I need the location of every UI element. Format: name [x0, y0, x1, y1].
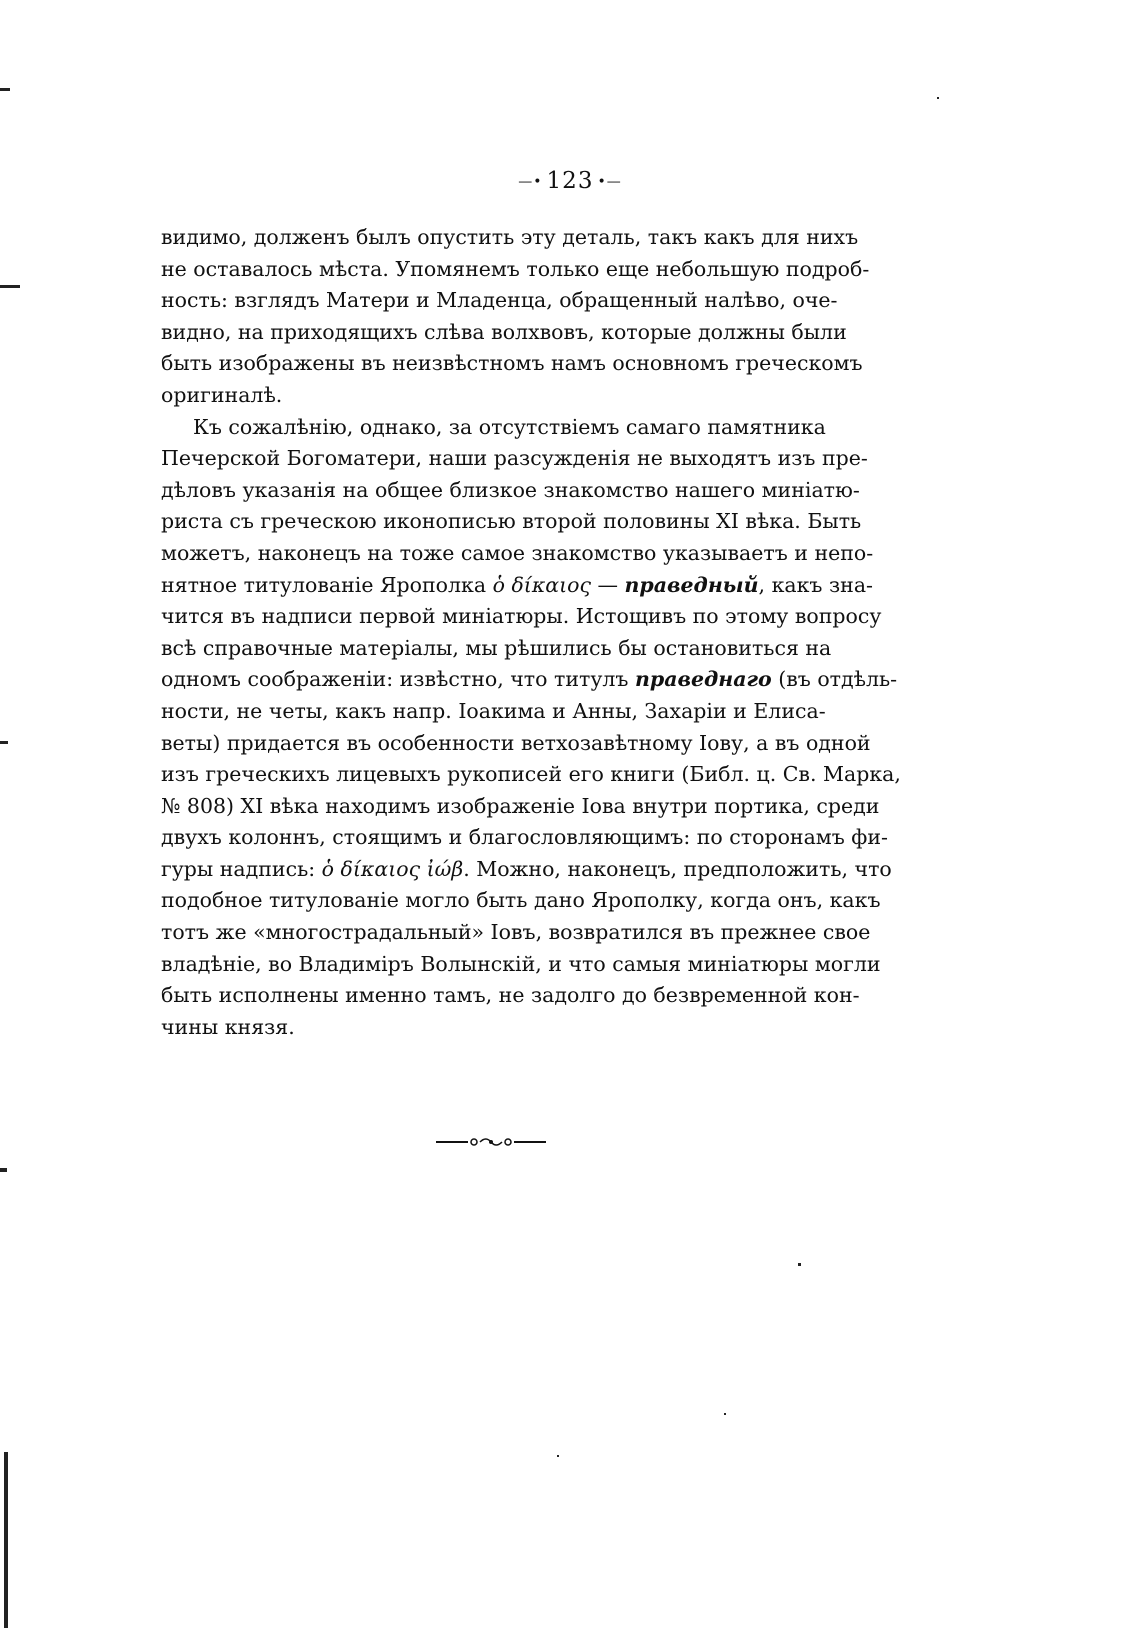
text-segment: дѣловъ указанія на общее близкое знакомство нашего миніатю- — [161, 477, 860, 502]
scan-margin-mark — [0, 741, 8, 744]
text-segment: быть исполнены именно тамъ, не задолго до безвременной кон- — [161, 983, 860, 1008]
scan-margin-mark — [937, 97, 939, 99]
greek-text: ὁ δίκαιος — [492, 572, 591, 597]
text-segment: № 808) XI вѣка находимъ изображеніе Іова внутри портика, среди — [161, 793, 880, 818]
text-line — [161, 633, 832, 665]
text-segment: — — [590, 572, 625, 597]
text-line — [161, 980, 860, 1012]
text-line — [161, 412, 826, 444]
emphasized-text: праведнаго — [634, 667, 772, 692]
scan-margin-mark — [4, 1452, 8, 1628]
text-line — [161, 822, 888, 854]
text-segment: веты) придается въ особенности ветхозавѣтному Іову, а въ одной — [161, 730, 871, 755]
tailpiece-ornament — [436, 1136, 546, 1148]
scan-margin-mark — [0, 88, 10, 91]
text-line — [161, 348, 863, 380]
text-line — [161, 254, 870, 286]
text-line — [161, 1012, 821, 1044]
text-segment: видимо, долженъ былъ опустить эту деталь, такъ какъ для нихъ — [161, 225, 859, 249]
text-line — [161, 885, 881, 917]
text-segment: Печерской Богоматери, наши разсужденія не выходятъ изъ пре- — [161, 446, 868, 471]
text-line — [161, 285, 838, 317]
text-line — [161, 570, 873, 602]
text-segment: чины князя. — [161, 1014, 295, 1039]
text-segment: одномъ соображеніи: извѣстно, что титулъ — [161, 667, 635, 692]
text-line — [161, 443, 868, 475]
text-segment: можетъ, наконецъ на тоже самое знакомство указываетъ и непо- — [161, 540, 874, 565]
text-line — [161, 854, 892, 886]
text-segment: риста съ греческою иконописью второй половины XI вѣка. Быть — [161, 509, 862, 534]
body-text — [161, 222, 901, 1043]
text-segment: нятное титулованіе Ярополка — [161, 572, 493, 597]
text-line — [161, 791, 880, 823]
text-segment: двухъ колоннъ, стоящимъ и благословляющимъ: по сторонамъ фи- — [161, 825, 888, 850]
scan-margin-mark — [724, 1413, 726, 1415]
page-number-ornament-left: —• — [518, 174, 543, 190]
text-line — [161, 728, 871, 760]
greek-text: ὁ δίκαιος ἰώβ — [321, 856, 464, 881]
text-segment: быть изображены въ неизвѣстномъ намъ основномъ греческомъ — [161, 351, 863, 376]
text-segment: не оставалось мѣста. Упомянемъ только еще небольшую подроб- — [161, 256, 870, 281]
scan-margin-mark — [0, 1168, 7, 1172]
scan-margin-mark — [798, 1263, 801, 1266]
text-segment: изъ греческихъ лицевыхъ рукописей его книги (Библ. ц. Св. Марка, — [161, 762, 901, 787]
scan-margin-mark — [0, 285, 20, 288]
text-line — [161, 696, 826, 728]
text-segment: (въ отдѣль- — [771, 667, 898, 692]
text-segment: тотъ же «многострадальный» Іовъ, возвратился въ прежнее свое — [161, 920, 871, 945]
text-line — [161, 759, 901, 791]
text-line — [161, 538, 874, 570]
text-line — [161, 317, 847, 349]
text-line — [161, 949, 881, 981]
text-segment: владѣніе, во Владиміръ Волынскій, и что самыя миніатюры могли — [161, 951, 881, 976]
text-segment: ности, не четы, какъ напр. Іоакима и Анны, Захаріи и Елиса- — [161, 698, 826, 723]
text-segment: чится въ надписи первой миніатюры. Истощивъ по этому вопросу — [161, 604, 882, 629]
text-segment: Къ сожалѣнію, однако, за отсутствіемъ самаго памятника — [193, 414, 826, 439]
text-line — [161, 917, 871, 949]
text-segment: , какъ зна- — [758, 572, 873, 597]
page-number-ornament-right: •— — [597, 174, 622, 190]
emphasized-text: праведный — [624, 572, 759, 597]
text-line — [161, 380, 821, 412]
page-number-text: 123 — [546, 168, 594, 194]
text-line — [161, 506, 862, 538]
text-line — [161, 222, 859, 254]
text-line — [161, 601, 882, 633]
text-segment: всѣ справочные матеріалы, мы рѣшились бы остановиться на — [161, 635, 832, 660]
text-segment: гуры надпись: — [161, 856, 322, 881]
text-segment: ность: взглядъ Матери и Младенца, обращенный налѣво, оче- — [161, 288, 838, 313]
text-segment: подобное титулованіе могло быть дано Ярополку, когда онъ, какъ — [161, 888, 881, 913]
text-segment: оригиналѣ. — [161, 382, 283, 407]
page-number — [0, 168, 1140, 194]
text-line — [161, 475, 860, 507]
text-line — [161, 664, 898, 696]
scan-margin-mark — [557, 1455, 559, 1457]
text-segment: видно, на приходящихъ слѣва волхвовъ, которые должны были — [161, 319, 847, 344]
text-segment: . Можно, наконецъ, предположить, что — [463, 856, 892, 881]
